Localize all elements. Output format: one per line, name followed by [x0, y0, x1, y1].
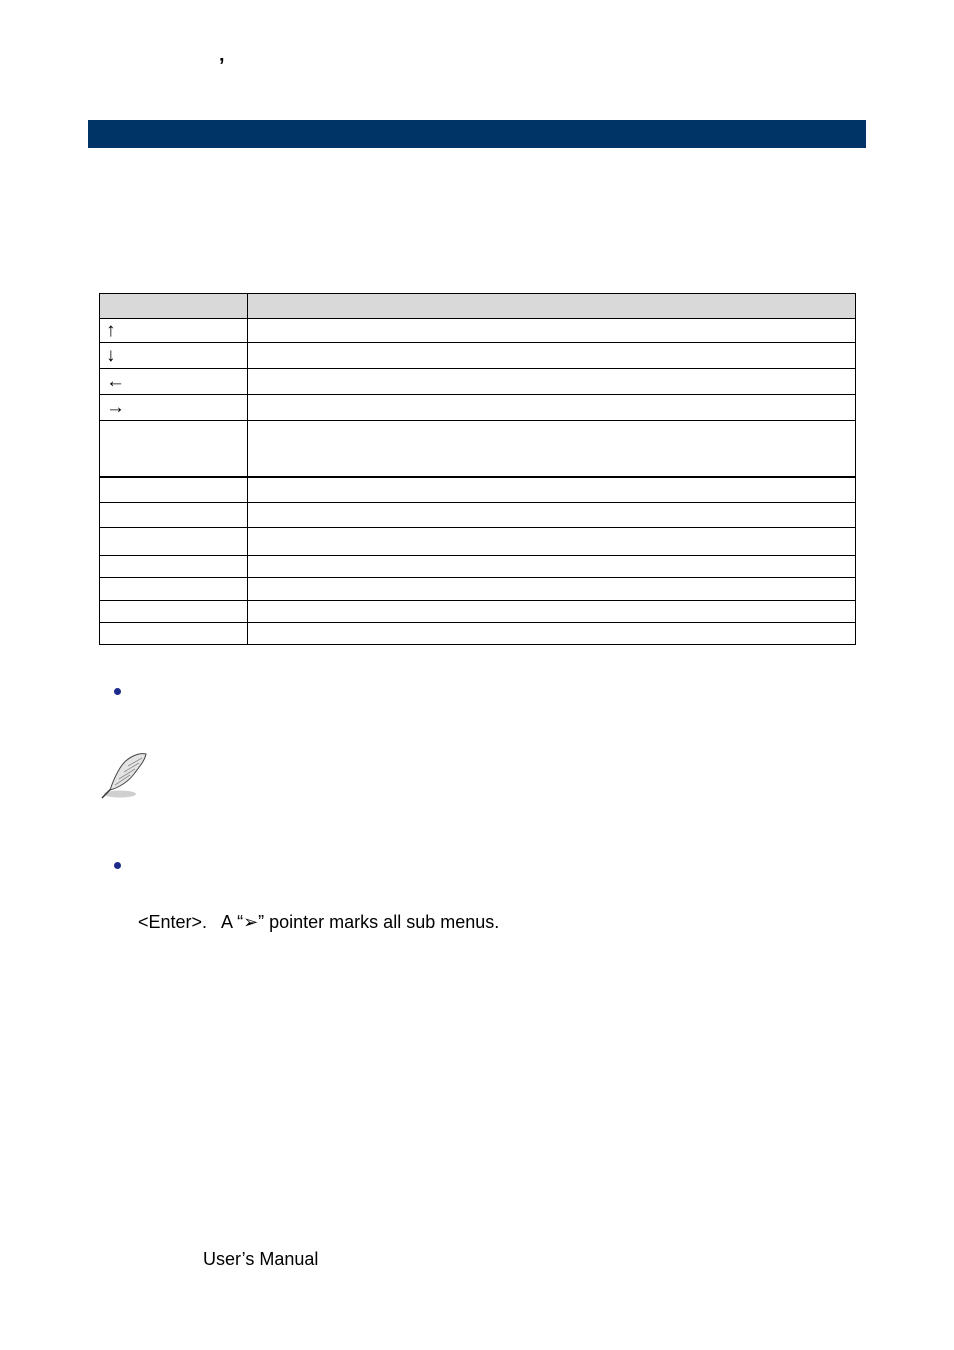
- key-cell: [100, 503, 248, 528]
- key-cell: [100, 623, 248, 645]
- table-row: [100, 319, 856, 343]
- key-cell: [100, 601, 248, 623]
- table-row: [100, 369, 856, 395]
- table-row: [100, 343, 856, 369]
- table-header-key: [100, 294, 248, 319]
- table-row: [100, 421, 856, 477]
- header-apostrophe: ’: [219, 55, 225, 77]
- description-cell: [248, 503, 856, 528]
- section-title-bar: [88, 120, 866, 148]
- key-cell: ←: [100, 369, 248, 395]
- navigation-keys-table: [99, 293, 856, 645]
- key-cell: [100, 528, 248, 556]
- description-cell: [248, 421, 856, 477]
- key-cell: [100, 421, 248, 477]
- key-cell: ↓: [100, 343, 248, 369]
- description-cell: [248, 395, 856, 421]
- table-header-row: [100, 294, 856, 319]
- key-cell: →: [100, 395, 248, 421]
- table-row: [100, 395, 856, 421]
- description-cell: [248, 343, 856, 369]
- key-cell: ↑: [100, 319, 248, 343]
- description-cell: [248, 601, 856, 623]
- feather-pen-icon: [98, 748, 154, 802]
- submenu-pointer-text: <Enter>. A “➢” pointer marks all sub menus.: [138, 912, 500, 932]
- table-row: [100, 601, 856, 623]
- description-cell: [248, 578, 856, 601]
- table-row: [100, 477, 856, 503]
- table-row: [100, 528, 856, 556]
- description-cell: [248, 623, 856, 645]
- description-cell: [248, 556, 856, 578]
- table-row: [100, 623, 856, 645]
- bullet-point-2: [114, 862, 121, 869]
- key-cell: [100, 477, 248, 503]
- table-row: [100, 556, 856, 578]
- table-row: [100, 503, 856, 528]
- key-cell: [100, 578, 248, 601]
- key-cell: [100, 556, 248, 578]
- description-cell: [248, 528, 856, 556]
- table-row: [100, 578, 856, 601]
- bullet-point-1: [114, 688, 121, 695]
- description-cell: [248, 477, 856, 503]
- description-cell: [248, 319, 856, 343]
- table-header-description: [248, 294, 856, 319]
- footer-manual-title: User’s Manual: [203, 1249, 319, 1269]
- description-cell: [248, 369, 856, 395]
